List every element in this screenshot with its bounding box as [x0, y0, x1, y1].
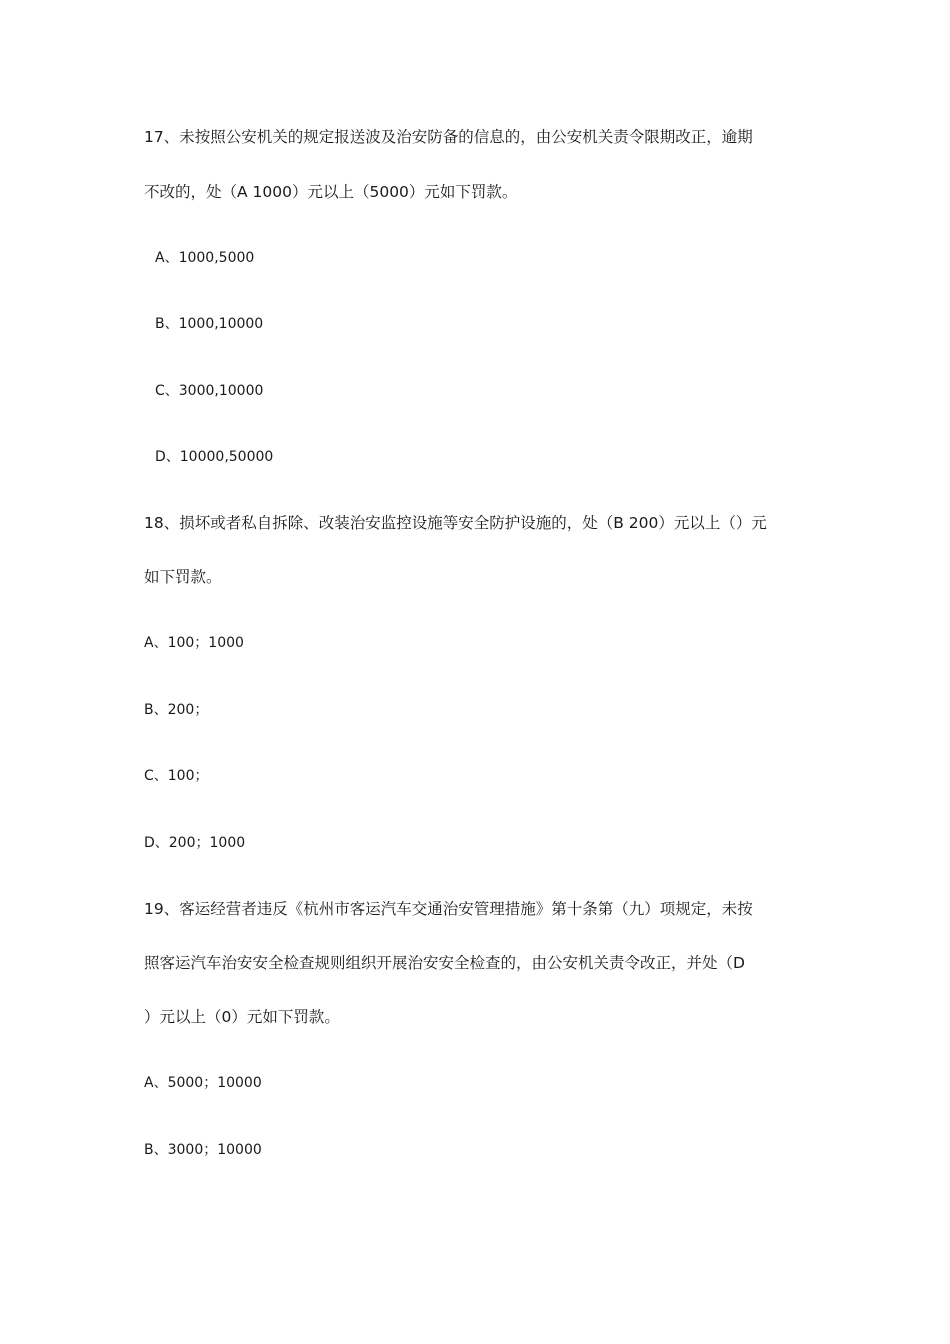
- question-19-option-b: B、3000；10000: [144, 1142, 262, 1158]
- question-19-line-3: ）元以上（0）元如下罚款。: [144, 1008, 340, 1026]
- question-19-option-a: A、5000；10000: [144, 1075, 262, 1091]
- question-19-line-1: 19、客运经营者违反《杭州市客运汽车交通治安管理措施》第十条第（九）项规定，未按: [144, 900, 753, 918]
- question-17-option-b: B、1000,10000: [155, 316, 264, 332]
- question-18-line-1: 18、损坏或者私自拆除、改装治安监控设施等安全防护设施的，处（B 200）元以上（）元: [144, 514, 767, 532]
- question-18-line-2: 如下罚款。: [144, 568, 222, 586]
- question-17-line-1: 17、未按照公安机关的规定报送波及治安防备的信息的，由公安机关责令限期改正，逾期: [144, 128, 753, 146]
- question-18-option-a: A、100；1000: [144, 635, 244, 651]
- question-17-option-c: C、3000,10000: [155, 383, 264, 399]
- question-17-line-2: 不改的，处（A 1000）元以上（5000）元如下罚款。: [144, 183, 518, 201]
- question-17-option-a: A、1000,5000: [155, 250, 255, 266]
- question-18-option-d: D、200；1000: [144, 835, 246, 851]
- question-19-line-2: 照客运汽车治安安全检查规则组织开展治安安全检查的，由公安机关责令改正，并处（D: [144, 954, 745, 972]
- question-18-option-b: B、200；: [144, 702, 209, 718]
- question-17-option-d: D、10000,50000: [155, 449, 274, 465]
- question-18-option-c: C、100；: [144, 768, 209, 784]
